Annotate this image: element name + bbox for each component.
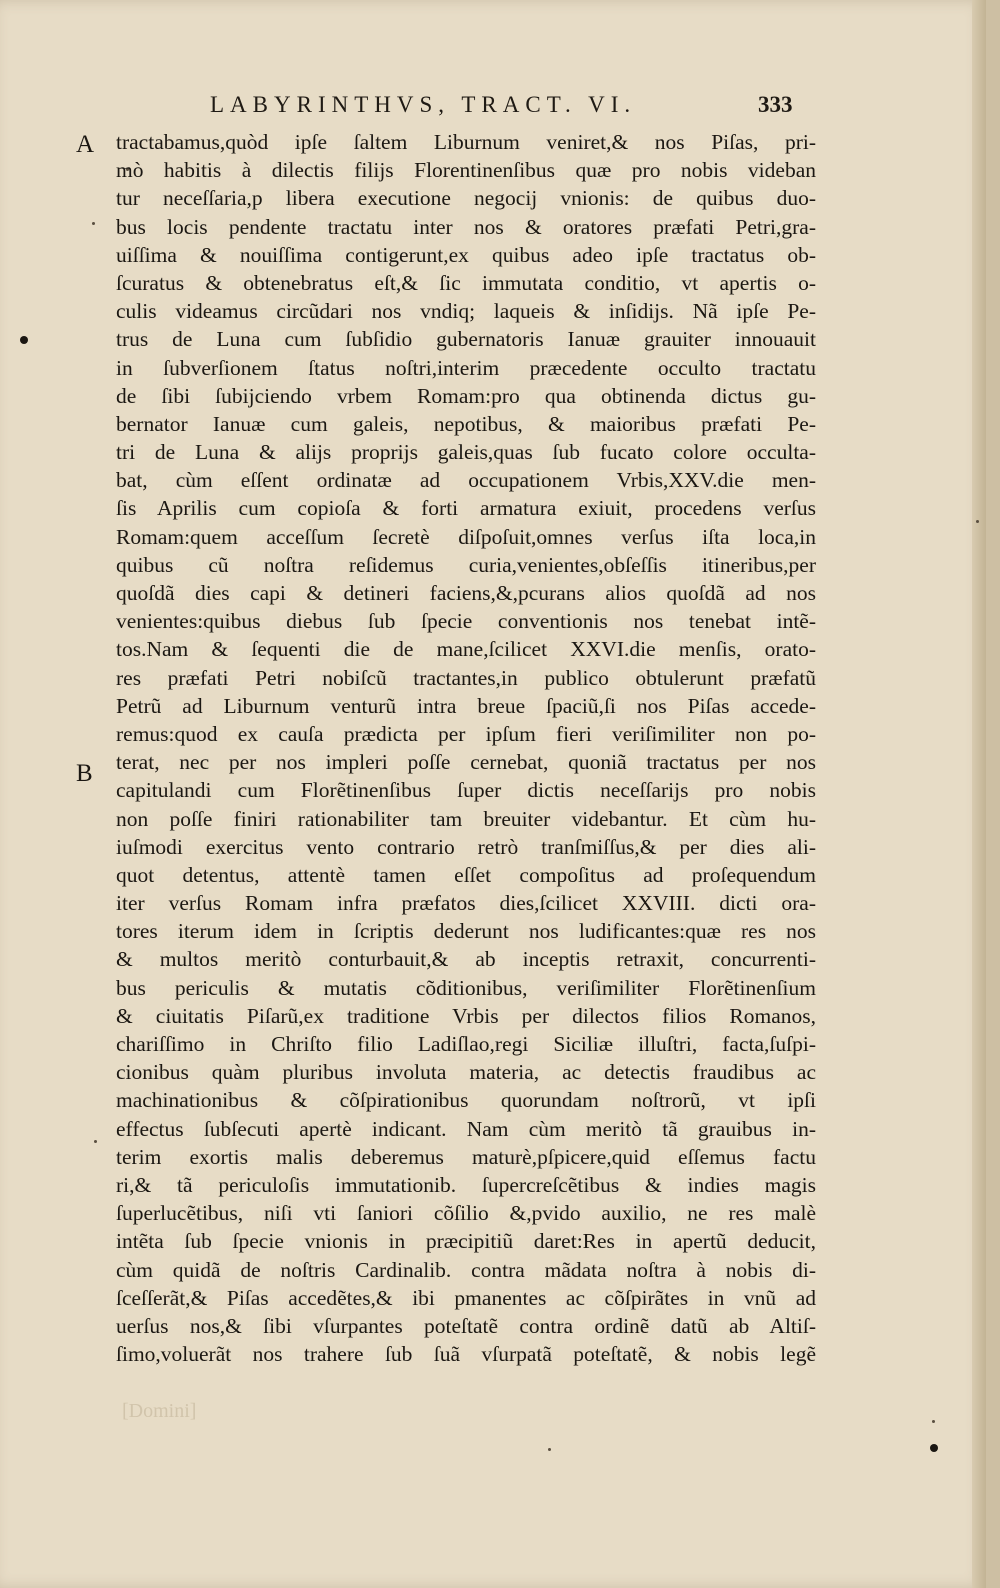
text-line: tores iterum idem in ſcriptis dederunt nos ludificantes:quæ res nos bbox=[116, 919, 816, 944]
text-line: de ſibi ſubijciendo vrbem Romam:pro qua obtinenda dictus gu- bbox=[116, 383, 816, 408]
text-line: & ciuitatis Piſarũ,ex traditione Vrbis per dilectos filios Romanos, bbox=[116, 1003, 816, 1028]
text-line: machinationibus & cõſpirationibus quorundam noſtrorũ, vt ipſi bbox=[116, 1088, 816, 1113]
text-line: ſcuratus & obtenebratus eſt,& ſic immutata conditio, vt apertis o- bbox=[116, 270, 816, 295]
text-line: venientes:quibus diebus ſub ſpecie conventionis nos tenebat intẽ- bbox=[116, 609, 816, 634]
paper-speck bbox=[94, 1140, 97, 1143]
margin-letter-b: B bbox=[76, 760, 93, 787]
text-line: Petrũ ad Liburnum venturũ intra breue ſpaciũ,ſi nos Piſas accede- bbox=[116, 693, 816, 718]
text-line: remus:quod ex cauſa prædicta per ipſum fieri veriſimiliter non po- bbox=[116, 721, 816, 746]
text-line: ſimo,voluerãt nos trahere ſub ſuã vſurpatã poteſtatẽ, & nobis legẽ bbox=[116, 1342, 816, 1367]
text-line: ſis Aprilis cum copioſa & forti armatura exiuit, procedens verſus bbox=[116, 496, 816, 521]
text-line: ri,& tã periculoſis immutationib. ſupercreſcẽtibus & indies magis bbox=[116, 1172, 816, 1197]
paper-speck bbox=[548, 1448, 551, 1451]
text-line: quoſdã dies capi & detineri faciens,&,pcurans alios quoſdã ad nos bbox=[116, 581, 816, 605]
text-line: culis videamus circũdari nos vndiq; laqueis & inſidijs. Nã ipſe Pe- bbox=[116, 299, 816, 324]
ink-dot bbox=[930, 1444, 938, 1452]
paper-speck bbox=[92, 222, 95, 225]
text-line: tos.Nam & ſequenti die de mane,ſcilicet XXVI.die menſis, orato- bbox=[116, 637, 816, 662]
text-line: non poſſe finiri rationabiliter tam breuiter videbantur. Et cùm hu- bbox=[116, 806, 816, 831]
text-line: tri de Luna & alijs proprijs galeis,quas ſub fucato colore occulta- bbox=[116, 440, 816, 465]
running-title: LABYRINTHVS, TRACT. VI. bbox=[210, 92, 637, 117]
text-line: bernator Ianuæ cum galeis, nepotibus, & maioribus præfati Pe- bbox=[116, 411, 816, 436]
text-line: ſceſſerãt,& Piſas accedẽtes,& ibi pmanentes ac cõſpirãtes in vnũ ad bbox=[116, 1285, 816, 1310]
text-line: tractabamus,quòd ipſe ſaltem Liburnum veniret,& nos Piſas, pri- bbox=[116, 130, 816, 154]
text-line: bat, cùm eſſent ordinatæ ad occupationem Vrbis,XXV.die men- bbox=[116, 468, 816, 493]
text-line: ſuperlucẽtibus, niſi vti ſaniori cõſilio &,pvido auxilio, ne res malè bbox=[116, 1201, 816, 1226]
text-line: tur neceſſaria,p libera executione negocij vnionis: de quibus duo- bbox=[116, 186, 816, 211]
text-line: cionibus quàm pluribus involuta materia, ac detectis fraudibus ac bbox=[116, 1060, 816, 1085]
text-line: & multos meritò conturbauit,& ab inceptis retraxit, concurrenti- bbox=[116, 947, 816, 972]
text-line: terat, nec per nos impleri poſſe cernebat, quoniã tractatus per nos bbox=[116, 750, 816, 775]
text-line: iuſmodi exercitus vento contrario retrò tranſmiſſus,& per dies ali- bbox=[116, 834, 816, 859]
text-line: intẽta ſub ſpecie vnionis in præcipitiũ daret:Res in apertũ deducit, bbox=[116, 1229, 816, 1254]
text-line: res præfati Petri nobiſcũ tractantes,in publico obtulerunt præfatũ bbox=[116, 665, 816, 690]
text-line: terim exortis malis deberemus maturè,pſpicere,quid eſſemus factu bbox=[116, 1144, 816, 1169]
body-text bbox=[116, 128, 816, 1368]
paper-speck bbox=[976, 520, 979, 523]
text-line: in ſubverſionem ſtatus noſtri,interim præcedente occulto tractatu bbox=[116, 355, 816, 380]
page-number: 333 bbox=[758, 92, 793, 117]
text-line: cùm quidã de noſtris Cardinalib. contra mãdata noſtra à nobis di- bbox=[116, 1257, 816, 1282]
text-line: uerſus nos,& ſibi vſurpantes poteſtatẽ contra ordinẽ datũ ab Altiſ- bbox=[116, 1313, 816, 1338]
text-line: chariſſimo in Chriſto filio Ladiſlao,regi Siciliæ illuſtri, facta,ſuſpi- bbox=[116, 1032, 816, 1056]
text-line: bus periculis & mutatis cõditionibus, veriſimiliter Florẽtinenſium bbox=[116, 975, 816, 1000]
text-line: Romam:quem acceſſum ſecretè diſpoſuit,omnes verſus iſta loca,in bbox=[116, 524, 816, 549]
faded-catchword: [Domini] bbox=[122, 1400, 197, 1422]
ink-dot bbox=[20, 336, 28, 344]
text-line: quot detentus, attentè tamen eſſet compoſitus ad proſequendum bbox=[116, 862, 816, 887]
text-line: trus de Luna cum ſubſidio gubernatoris Ianuæ grauiter innouauit bbox=[116, 327, 816, 352]
text-line: mò habitis à dilectis filijs Florentinenſibus quæ pro nobis videban bbox=[116, 158, 816, 183]
paper-speck bbox=[932, 1420, 935, 1423]
text-line: iter verſus Romam infra præfatos dies,ſcilicet XXVIII. dicti ora- bbox=[116, 891, 816, 916]
margin-letter-a: A bbox=[76, 131, 95, 158]
text-line: quibus cũ noſtra reſidemus curia,venientes,obſeſſis itineribus,per bbox=[116, 552, 816, 577]
page-header bbox=[210, 92, 810, 122]
page-edge-shadow bbox=[972, 0, 986, 1588]
text-line: capitulandi cum Florẽtinenſibus ſuper dictis neceſſarijs pro nobis bbox=[116, 778, 816, 803]
text-line: bus locis pendente tractatu inter nos & oratores præfati Petri,gra- bbox=[116, 214, 816, 239]
text-line: uiſſima & nouiſſima contigerunt,ex quibus adeo ipſe tractatus ob- bbox=[116, 242, 816, 267]
text-line: effectus ſubſecuti apertè indicant. Nam cùm meritò tã grauibus in- bbox=[116, 1116, 816, 1141]
